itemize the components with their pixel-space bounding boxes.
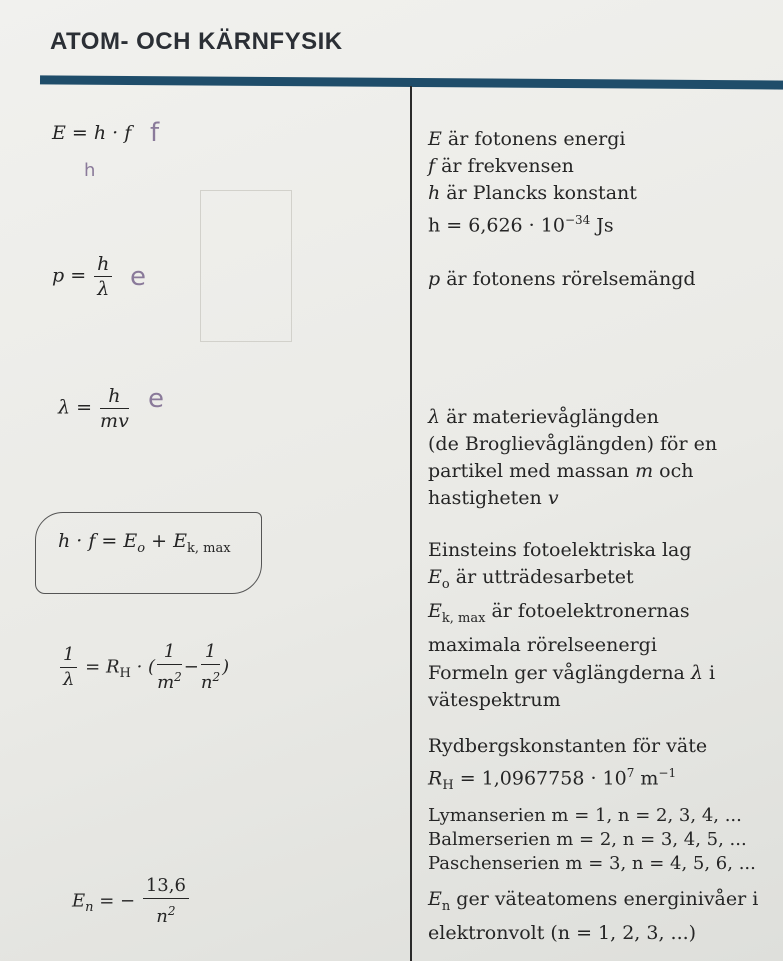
bleed-through-box — [200, 190, 292, 342]
desc-line: $E_o$ är utträdesarbetet — [428, 566, 634, 592]
rydberg-value: = 1,0967758 · 10 — [453, 767, 627, 790]
formula-momentum: p = $\frac{h}{\lambda}$ — [52, 252, 114, 301]
desc-text: är Plancks konstant — [446, 182, 637, 204]
formula-dot: · ( — [130, 656, 156, 678]
planck-value: h = 6,626 · 10 — [428, 214, 565, 237]
denominator: λ — [97, 278, 110, 300]
fraction — [157, 640, 182, 695]
description-series — [428, 804, 756, 876]
fraction — [201, 640, 220, 695]
rydberg-symbol: R — [105, 656, 120, 678]
superscript: −34 — [564, 213, 591, 227]
formula-rhs: h · f — [93, 122, 132, 144]
desc-line: Balmerserien m = 2, n = 3, 4, 5, ... — [428, 829, 747, 850]
desc-text: ger väteatomens energinivåer i — [456, 888, 759, 910]
desc-line: Paschenserien m = 3, n = 4, 5, 6, ... — [428, 853, 756, 874]
formula-close: ) — [222, 656, 230, 678]
den-base: n — [200, 672, 213, 693]
superscript: −1 — [658, 766, 677, 780]
pencil-annotation: h — [84, 160, 96, 181]
denominator — [201, 665, 220, 695]
desc-line: vätespektrum — [428, 689, 561, 711]
formula-text: h · f = E — [58, 530, 138, 552]
desc-line: λ är materievåglängden — [428, 406, 659, 428]
column-divider — [410, 86, 412, 961]
fraction — [94, 252, 112, 301]
numerator: h — [100, 384, 129, 409]
superscript: 2 — [174, 670, 182, 684]
subscript: H — [119, 666, 131, 682]
formula-lhs: E — [52, 122, 66, 144]
desc-line: hastigheten v — [428, 487, 559, 509]
den-base: n — [156, 906, 168, 927]
description-photoelectric — [428, 537, 692, 659]
pencil-annotation: e — [148, 384, 164, 414]
numerator: 13,6 — [143, 874, 189, 899]
desc-text: Formeln ger våglängderna — [428, 662, 685, 684]
formula-lhs: p — [52, 264, 65, 287]
den-base: m — [157, 672, 175, 693]
denominator: mv — [100, 410, 129, 432]
desc-line: Rydbergskonstanten för väte — [428, 735, 708, 757]
desc-text: hastigheten — [428, 487, 548, 509]
description-rydberg-constant — [428, 733, 707, 799]
desc-text: och — [653, 460, 694, 482]
desc-text: är materievåglängden — [446, 406, 659, 428]
formula-photoelectric — [58, 530, 231, 556]
desc-line: maximala rörelseenergi — [428, 633, 657, 656]
desc-line: Formeln ger våglängderna λ i — [428, 662, 716, 684]
numerator: 1 — [157, 640, 182, 665]
superscript: 2 — [167, 904, 176, 918]
numerator: 1 — [60, 643, 77, 668]
subscript: o — [137, 540, 146, 556]
fraction — [100, 384, 129, 433]
desc-line — [428, 207, 637, 239]
description-energy — [428, 126, 637, 239]
denominator: λ — [63, 669, 75, 690]
superscript: 2 — [212, 670, 221, 684]
desc-line: h är Plancks konstant — [428, 182, 637, 204]
formula-de-broglie: λ = $\frac{h}{mv}$ — [58, 385, 129, 432]
numerator: h — [94, 252, 112, 277]
formula-eq: = − — [93, 890, 141, 912]
formula-lhs: E — [72, 890, 86, 912]
formula-plus: + E — [145, 530, 187, 552]
pencil-annotation: e — [130, 262, 146, 292]
description-rydberg-formula — [428, 660, 715, 714]
desc-text: är fotonens energi — [447, 128, 626, 150]
pencil-annotation: f — [150, 118, 160, 148]
denominator — [157, 665, 182, 695]
desc-text: är utträdesarbetet — [455, 566, 634, 588]
formula-energy-levels — [72, 874, 191, 929]
page-title: ATOM- OCH KÄRNFYSIK — [50, 28, 343, 55]
formula-lhs: λ — [58, 396, 71, 419]
desc-text: partikel med massan — [428, 460, 636, 482]
description-energy-levels — [428, 886, 758, 947]
denominator — [143, 899, 189, 929]
unit: m — [634, 767, 659, 790]
desc-line: E är fotonens energi — [428, 128, 626, 150]
description-de-broglie — [428, 404, 717, 512]
fraction — [143, 874, 189, 929]
formula-rydberg: $\frac{1}{\lambda}$ = $R_H$ · ( $\frac{1}{m^2}$ − $\frac{1}{n^2}$ ) — [58, 640, 229, 695]
desc-line: $R_H = 1,0967758 \cdot 10^7$ $m^{-1}$ — [428, 766, 677, 794]
desc-line: Einsteins fotoelektriska lag — [428, 539, 692, 561]
desc-text: är frekvensen — [441, 155, 574, 177]
desc-text: är fotoelektronernas — [491, 599, 690, 622]
desc-line: $E_{k, max}$ är fotoelektronernas — [428, 599, 690, 626]
desc-text: i — [702, 662, 716, 684]
subscript: n — [85, 900, 94, 916]
desc-line: $E_n$ ger väteatomens energinivåer i — [428, 888, 759, 914]
description-momentum: p är fotonens rörelsemängd — [428, 268, 696, 290]
unit: Js — [590, 214, 614, 237]
desc-line: elektronvolt (n = 1, 2, 3, ...) — [428, 921, 697, 944]
formula-energy: E = h · f — [52, 122, 132, 144]
superscript: 7 — [626, 766, 635, 780]
numerator: 1 — [201, 640, 220, 665]
desc-line: (de Broglievåglängden) för en — [428, 433, 718, 455]
subscript: k, max — [186, 540, 231, 556]
desc-line: partikel med massan m och — [428, 460, 694, 482]
desc-text: är fotonens rörelsemängd — [446, 268, 696, 290]
fraction — [60, 643, 77, 692]
desc-line: Lymanserien m = 1, n = 2, 3, 4, ... — [428, 805, 742, 826]
desc-line: f är frekvensen — [428, 155, 574, 177]
